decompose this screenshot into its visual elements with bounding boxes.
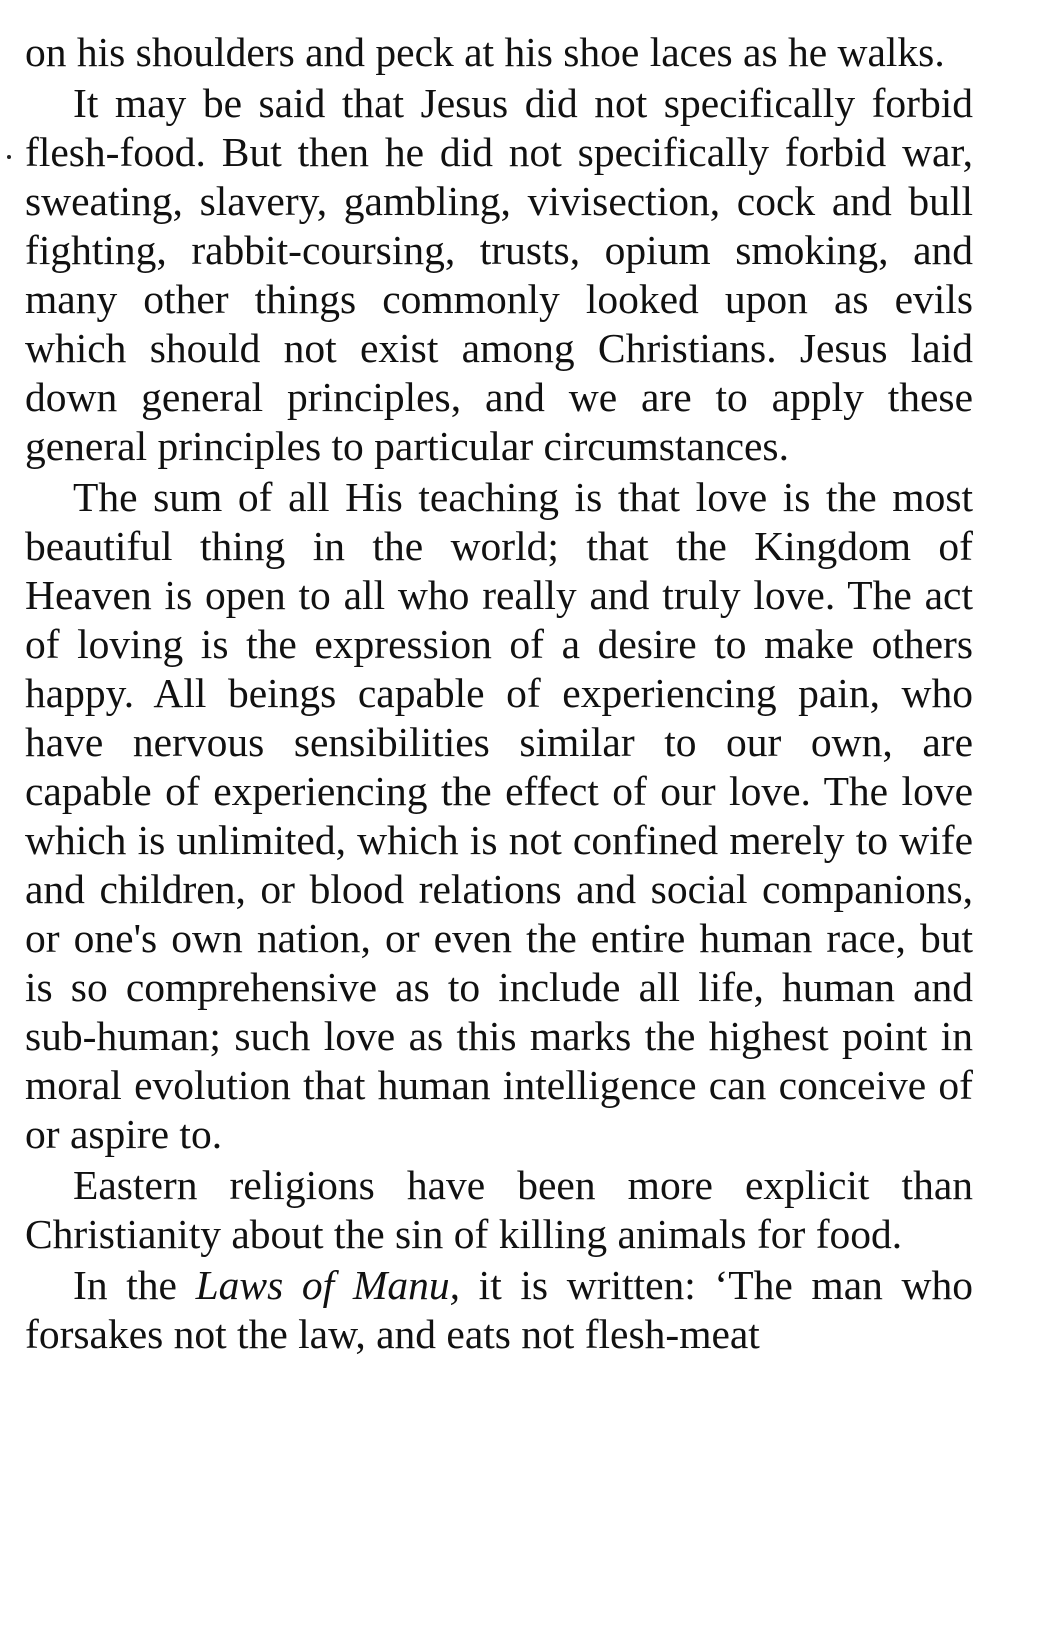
manu-prefix: In the — [73, 1262, 196, 1308]
paragraph-eastern-religions: Eastern religions have been more explicit than Christianity about the sin of killing animals for food. — [25, 1162, 973, 1257]
paragraph-laws-of-manu — [25, 1261, 973, 1359]
paragraph-love-teaching: The sum of all His teaching is that love is the most beautiful thing in the world; that the Kingdom of Heaven is open to all who really and truly love. The act of loving is the expression of a desire to make others happy. All beings capable of experiencing pain, who have nervous sensibilities similar to our own, are capable of experiencing the effect of our love. The love which is unlimited, which is not confined merely to wife and children, or blood relations and social companions, or one's own nation, or even the entire human race, but is so comprehensive as to include all life, human and sub-human; such love as this marks the highest point in moral evolution that human intelligence can conceive of or aspire to. — [25, 474, 973, 1157]
book-title-laws-of-manu: Laws of Manu, — [195, 1262, 461, 1308]
ink-speck — [7, 155, 11, 159]
manu-suffix: it is written: ‘The man who forsakes not the law, and eats not flesh-meat — [25, 1262, 973, 1357]
paragraph-flesh-food: It may be said that Jesus did not specifically forbid flesh-food. But then he did not specifically forbid war, sweating, slavery, gambling, vivisection, cock and bull fighting, rabbit-coursing, trusts, opium smoking, and many other things commonly looked upon as evils which should not exist among Christians. Jesus laid down general principles, and we are to apply these general principles to particular circumstances. — [25, 80, 973, 469]
book-page-text — [25, 28, 973, 1361]
paragraph-continuation: on his shoulders and peck at his shoe laces as he walks. — [25, 29, 945, 75]
